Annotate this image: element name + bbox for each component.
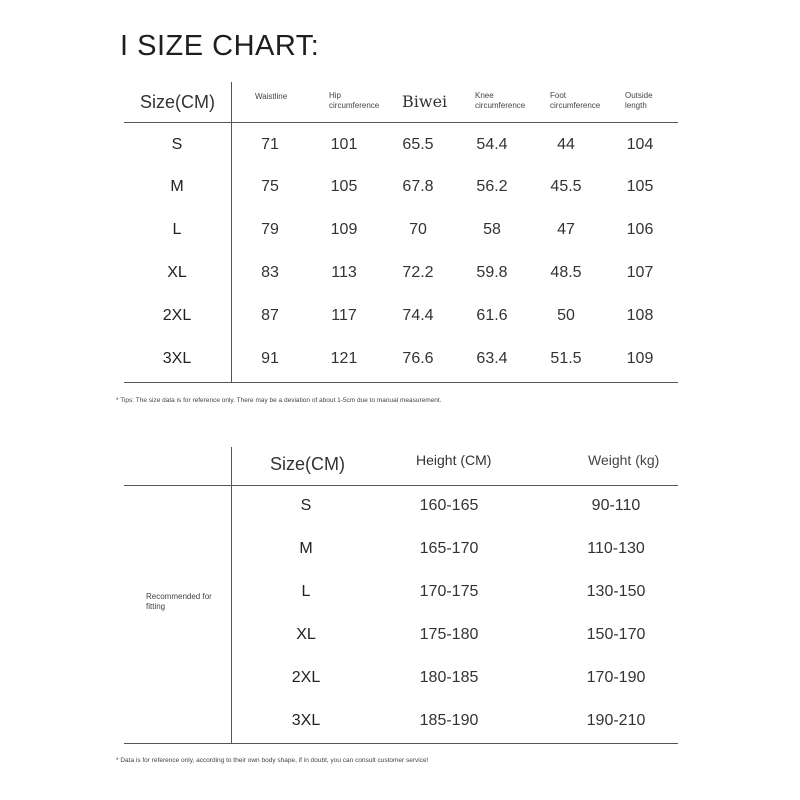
header-hip: Hip circumference bbox=[329, 91, 380, 110]
cell-biwei: 70 bbox=[409, 221, 427, 238]
cell-hip: 121 bbox=[330, 350, 358, 367]
cell-outside: 105 bbox=[626, 178, 654, 195]
cell-hip: 105 bbox=[330, 178, 358, 195]
cell-size: 3XL bbox=[162, 350, 192, 367]
cell-size: S bbox=[171, 136, 183, 153]
table2-column-divider bbox=[231, 447, 232, 743]
cell-weight: 150-170 bbox=[586, 626, 646, 643]
header-size-2: Size(CM) bbox=[270, 454, 345, 474]
cell-waistline: 83 bbox=[261, 264, 279, 281]
cell-weight: 110-130 bbox=[587, 540, 645, 557]
cell-outside: 104 bbox=[626, 136, 654, 153]
cell-height: 180-185 bbox=[419, 669, 479, 686]
cell-weight: 90-110 bbox=[591, 497, 641, 514]
cell-weight: 190-210 bbox=[586, 712, 646, 729]
table2-tip: * Data is for reference only, according to their own body shape, if in doubt, you can consult customer service! bbox=[116, 757, 429, 764]
page-title: I SIZE CHART: bbox=[120, 30, 320, 62]
cell-outside: 107 bbox=[626, 264, 654, 281]
cell-height: 165-170 bbox=[419, 540, 479, 557]
cell-height: 170-175 bbox=[419, 583, 479, 600]
header-size: Size(CM) bbox=[140, 92, 215, 112]
header-outside: Outside length bbox=[625, 91, 653, 110]
cell-size: M bbox=[299, 540, 313, 557]
cell-outside: 109 bbox=[626, 350, 654, 367]
table1-tip: * Tips: The size data is for reference only. There may be a deviation of about 1-5cm due to manual measurement. bbox=[116, 397, 442, 404]
cell-height: 160-165 bbox=[419, 497, 479, 514]
cell-size: L bbox=[301, 583, 311, 600]
cell-size: L bbox=[172, 221, 182, 238]
cell-knee: 54.4 bbox=[476, 136, 508, 153]
cell-biwei: 74.4 bbox=[402, 307, 434, 324]
cell-waistline: 71 bbox=[261, 136, 279, 153]
cell-size: M bbox=[170, 178, 184, 195]
cell-foot: 44 bbox=[557, 136, 575, 153]
cell-height: 175-180 bbox=[419, 626, 479, 643]
cell-waistline: 79 bbox=[261, 221, 279, 238]
header-height: Height (CM) bbox=[416, 452, 492, 468]
cell-size: 3XL bbox=[291, 712, 321, 729]
cell-knee: 61.6 bbox=[476, 307, 508, 324]
header-biwei: Biwei bbox=[402, 92, 448, 111]
header-knee: Knee circumference bbox=[475, 91, 526, 110]
table1-column-divider bbox=[231, 82, 232, 382]
header-waistline: Waistline bbox=[255, 92, 288, 101]
cell-weight: 170-190 bbox=[586, 669, 646, 686]
cell-knee: 58 bbox=[483, 221, 501, 238]
cell-foot: 50 bbox=[557, 307, 575, 324]
cell-foot: 51.5 bbox=[550, 350, 582, 367]
table2-header-divider bbox=[124, 485, 678, 486]
cell-biwei: 72.2 bbox=[402, 264, 434, 281]
cell-size: S bbox=[300, 497, 312, 514]
cell-size: 2XL bbox=[162, 307, 192, 324]
cell-knee: 59.8 bbox=[476, 264, 508, 281]
cell-foot: 48.5 bbox=[550, 264, 582, 281]
cell-hip: 113 bbox=[331, 264, 357, 281]
table1-header-divider bbox=[124, 122, 678, 123]
header-weight: Weight (kg) bbox=[588, 452, 660, 468]
cell-biwei: 67.8 bbox=[402, 178, 434, 195]
cell-waistline: 75 bbox=[261, 178, 279, 195]
cell-biwei: 76.6 bbox=[402, 350, 434, 367]
cell-outside: 108 bbox=[626, 307, 654, 324]
cell-outside: 106 bbox=[626, 221, 654, 238]
cell-hip: 109 bbox=[330, 221, 358, 238]
cell-knee: 56.2 bbox=[476, 178, 508, 195]
table2-bottom-rule bbox=[124, 743, 678, 744]
cell-biwei: 65.5 bbox=[402, 136, 434, 153]
cell-waistline: 91 bbox=[261, 350, 279, 367]
cell-knee: 63.4 bbox=[476, 350, 508, 367]
cell-hip: 117 bbox=[331, 307, 357, 324]
header-foot: Foot circumference bbox=[550, 91, 601, 110]
cell-size: XL bbox=[167, 264, 187, 281]
recommended-label: Recommended for fitting bbox=[146, 592, 212, 611]
cell-foot: 47 bbox=[557, 221, 575, 238]
cell-height: 185-190 bbox=[419, 712, 479, 729]
cell-weight: 130-150 bbox=[586, 583, 646, 600]
cell-size: 2XL bbox=[291, 669, 321, 686]
cell-hip: 101 bbox=[330, 136, 358, 153]
cell-foot: 45.5 bbox=[550, 178, 582, 195]
cell-size: XL bbox=[296, 626, 316, 643]
table1-bottom-rule bbox=[124, 382, 678, 383]
cell-waistline: 87 bbox=[261, 307, 279, 324]
